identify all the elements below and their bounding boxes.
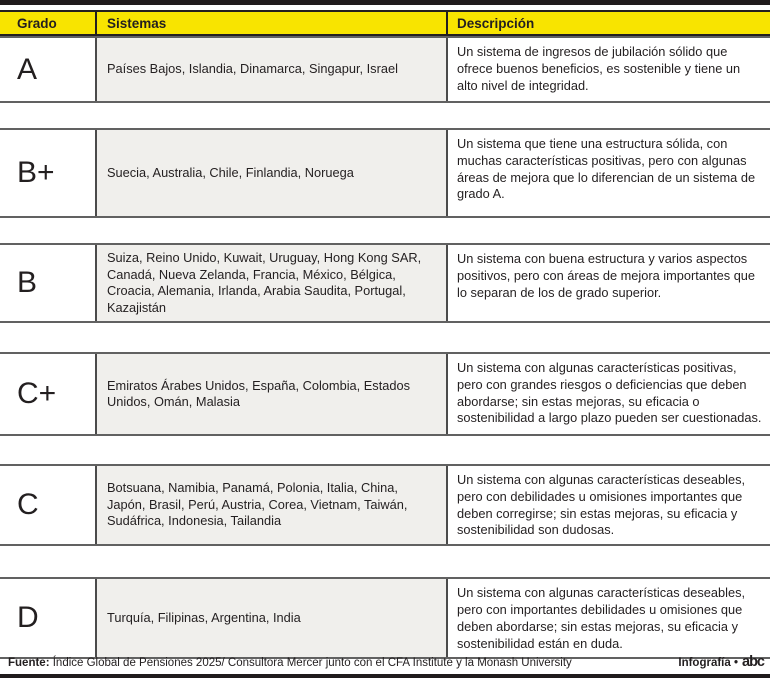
source-label: Fuente: [8, 656, 50, 669]
systems-list: Suecia, Australia, Chile, Finlandia, Noruega [97, 130, 448, 216]
credit-text: Infografía • [678, 656, 738, 669]
systems-list: Emiratos Árabes Unidos, España, Colombia, Estados Unidos, Omán, Malasia [97, 354, 448, 434]
grade-description: Un sistema que tiene una estructura sólida, con muchas características positivas, pero con algunas áreas de mejora que lo diferencian de un sistema de grado A. [448, 130, 770, 216]
footer [8, 655, 764, 670]
grade-letter: A [0, 38, 97, 101]
systems-list: Países Bajos, Islandia, Dinamarca, Singapur, Israel [97, 38, 448, 101]
source-text: Índice Global de Pensiones 2025/ Consultora Mercer junto con el CFA Institute y la Monash University [49, 656, 572, 669]
source-note [8, 657, 572, 669]
abc-logo: abc [742, 653, 764, 670]
grade-letter: D [0, 579, 97, 657]
table-row-grade-b-plus [0, 128, 770, 218]
grade-letter: C [0, 466, 97, 544]
grade-letter: B+ [0, 130, 97, 216]
top-divider-bar [0, 0, 770, 5]
table-row-grade-d [0, 577, 770, 659]
header-grado: Grado [0, 12, 97, 34]
header-sistemas: Sistemas [97, 12, 448, 34]
infographic-credit [678, 655, 764, 670]
table-row-grade-b [0, 243, 770, 323]
grade-letter: B [0, 245, 97, 321]
bottom-divider-bar [0, 674, 770, 678]
grade-description: Un sistema con algunas características positivas, pero con grandes riesgos o deficiencias que deben abordarse; sin estas mejoras, su eficacia o sostenibilidad a largo plazo pueden ser cuestionadas. [448, 354, 770, 434]
grade-description: Un sistema con buena estructura y varios aspectos positivos, pero con áreas de mejora importantes que lo separan de los de grado superior. [448, 245, 770, 321]
table-row-grade-a [0, 36, 770, 103]
grade-description: Un sistema con algunas características deseables, pero con importantes debilidades u omisiones que deben abordarse; sin estas mejoras, su eficacia y sostenibilidad están en duda. [448, 579, 770, 657]
table-row-grade-c-plus [0, 352, 770, 436]
table-header-row [0, 10, 770, 36]
grade-description: Un sistema con algunas características deseables, pero con debilidades u omisiones importantes que deben corregirse; sin estas mejoras, su eficacia y sostenibilidad son dudosas. [448, 466, 770, 544]
header-descripcion: Descripción [457, 15, 535, 31]
grade-description: Un sistema de ingresos de jubilación sólido que ofrece buenos beneficios, es sostenible y tiene un alto nivel de integridad. [448, 38, 770, 101]
table-row-grade-c [0, 464, 770, 546]
grade-letter: C+ [0, 354, 97, 434]
systems-list: Suiza, Reino Unido, Kuwait, Uruguay, Hong Kong SAR, Canadá, Nueva Zelanda, Francia, México, Bélgica, Croacia, Alemania, Irlanda, Arabia Saudita, Portugal, Kazajistán [97, 245, 448, 321]
systems-list: Botsuana, Namibia, Panamá, Polonia, Italia, China, Japón, Brasil, Perú, Austria, Corea, Vietnam, Taiwán, Sudáfrica, Indonesia, Tailandia [97, 466, 448, 544]
systems-list: Turquía, Filipinas, Argentina, India [97, 579, 448, 657]
